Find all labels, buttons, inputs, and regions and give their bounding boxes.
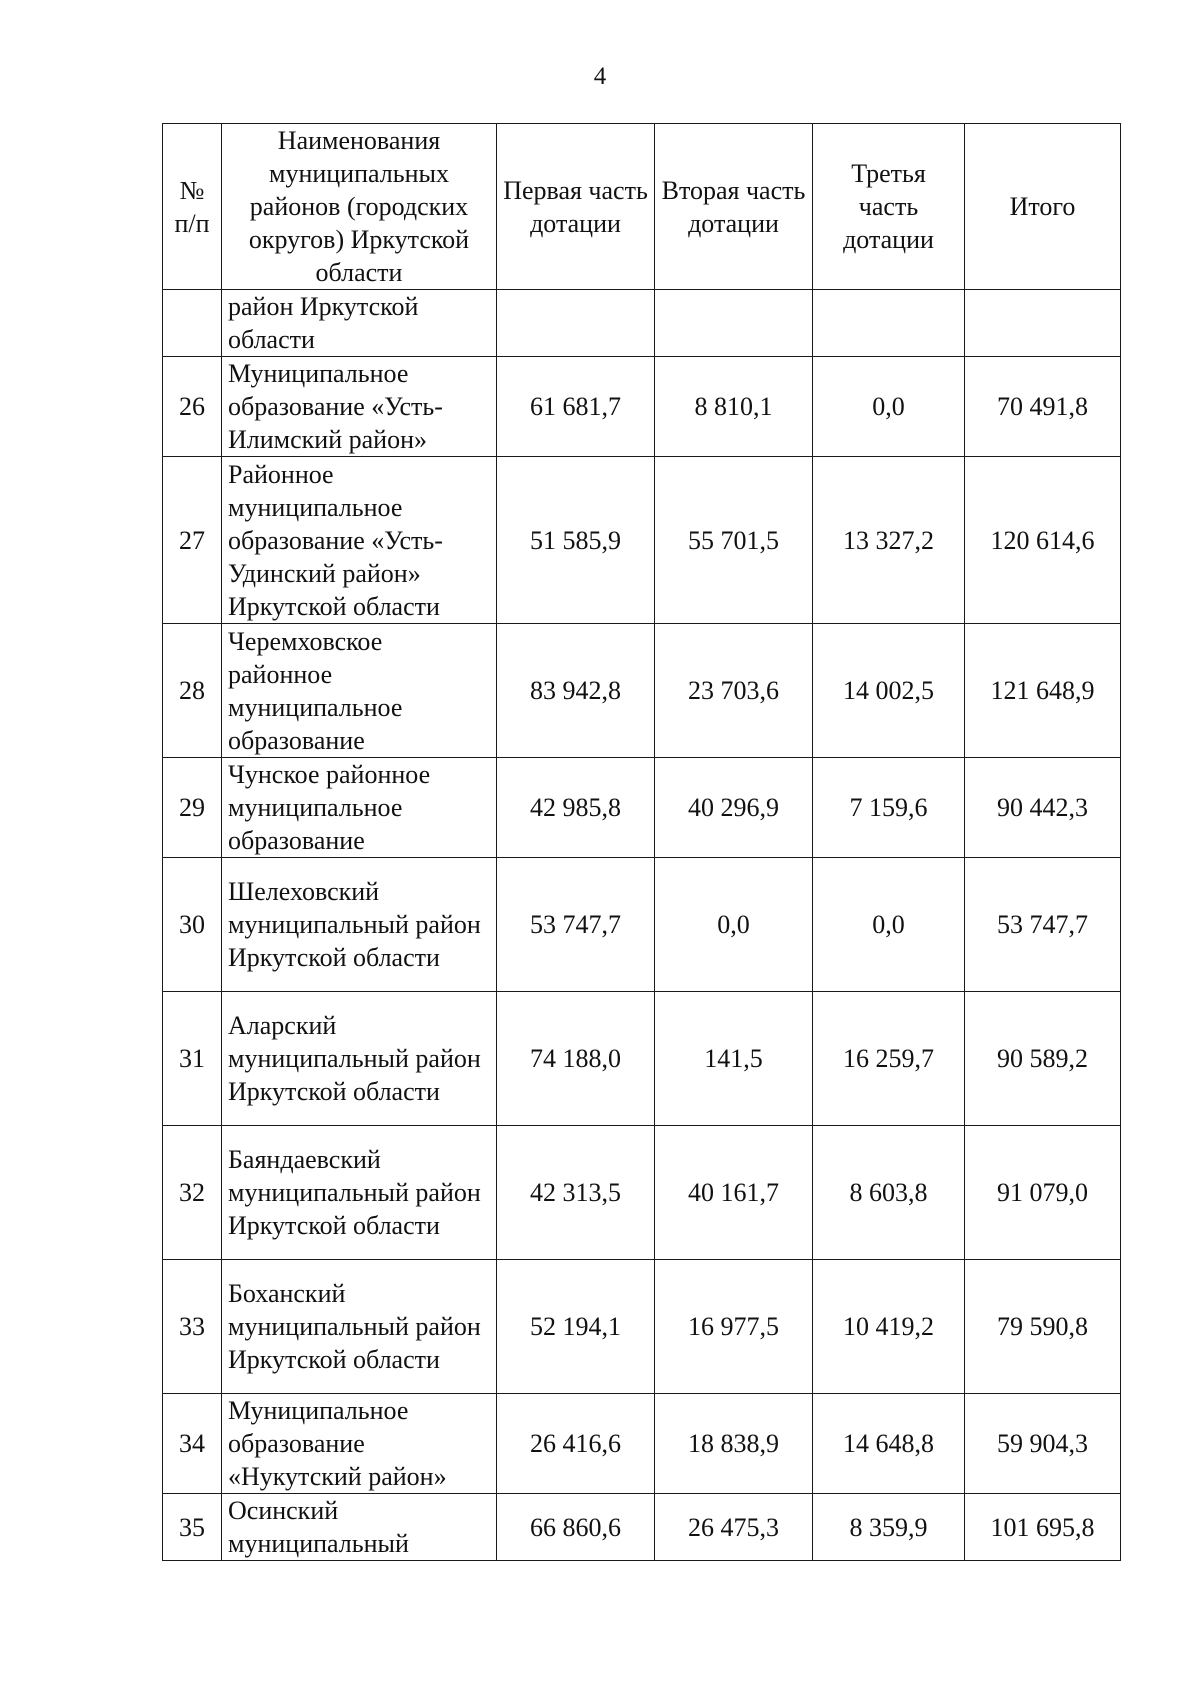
cell-name: Муниципальное образование «Усть-Илимский район» — [222, 357, 497, 457]
header-part1: Первая часть дотации — [497, 124, 655, 290]
cell-number: 33 — [163, 1260, 222, 1394]
cell-name: Аларский муниципальный район Иркутской области — [222, 992, 497, 1126]
cell-part1 — [497, 290, 655, 357]
cell-part2: 55 701,5 — [655, 457, 813, 624]
cell-part2: 0,0 — [655, 858, 813, 992]
cell-part3: 16 259,7 — [813, 992, 965, 1126]
table-row — [163, 758, 1121, 858]
cell-part3: 8 603,8 — [813, 1126, 965, 1260]
cell-name: Баяндаевский муниципальный район Иркутской области — [222, 1126, 497, 1260]
cell-part1: 53 747,7 — [497, 858, 655, 992]
cell-part3: 8 359,9 — [813, 1494, 965, 1561]
header-number: № п/п — [163, 124, 222, 290]
cell-part2: 141,5 — [655, 992, 813, 1126]
table-row — [163, 992, 1121, 1126]
cell-part3: 7 159,6 — [813, 758, 965, 858]
cell-part2: 40 161,7 — [655, 1126, 813, 1260]
cell-total: 70 491,8 — [965, 357, 1121, 457]
cell-name: Муниципальное образование «Нукутский район» — [222, 1394, 497, 1494]
cell-number: 30 — [163, 858, 222, 992]
page-number: 4 — [593, 63, 607, 90]
cell-number: 27 — [163, 457, 222, 624]
cell-number: 32 — [163, 1126, 222, 1260]
cell-part2: 40 296,9 — [655, 758, 813, 858]
cell-part3: 14 002,5 — [813, 624, 965, 758]
cell-part3 — [813, 290, 965, 357]
cell-part2 — [655, 290, 813, 357]
cell-part3: 10 419,2 — [813, 1260, 965, 1394]
cell-total: 53 747,7 — [965, 858, 1121, 992]
cell-part1: 83 942,8 — [497, 624, 655, 758]
cell-part1: 61 681,7 — [497, 357, 655, 457]
table-row — [163, 357, 1121, 457]
header-total: Итого — [965, 124, 1121, 290]
table-row — [163, 457, 1121, 624]
cell-number — [163, 290, 222, 357]
cell-total: 91 079,0 — [965, 1126, 1121, 1260]
cell-total: 120 614,6 — [965, 457, 1121, 624]
table-row — [163, 858, 1121, 992]
table-row — [163, 1126, 1121, 1260]
cell-part2: 23 703,6 — [655, 624, 813, 758]
cell-part1: 52 194,1 — [497, 1260, 655, 1394]
cell-part1: 66 860,6 — [497, 1494, 655, 1561]
cell-part1: 26 416,6 — [497, 1394, 655, 1494]
cell-part2: 26 475,3 — [655, 1494, 813, 1561]
cell-part3: 13 327,2 — [813, 457, 965, 624]
cell-part2: 18 838,9 — [655, 1394, 813, 1494]
table-header-row — [163, 124, 1121, 290]
table-row-continuation — [163, 290, 1121, 357]
cell-number: 34 — [163, 1394, 222, 1494]
cell-part2: 16 977,5 — [655, 1260, 813, 1394]
cell-name: Боханский муниципальный район Иркутской области — [222, 1260, 497, 1394]
cell-name: Осинский муниципальный — [222, 1494, 497, 1561]
cell-name: Черемховское районное муниципальное образование — [222, 624, 497, 758]
cell-part1: 42 313,5 — [497, 1126, 655, 1260]
header-part2: Вторая часть дотации — [655, 124, 813, 290]
cell-number: 26 — [163, 357, 222, 457]
cell-number: 31 — [163, 992, 222, 1126]
cell-total: 59 904,3 — [965, 1394, 1121, 1494]
subsidy-table — [162, 123, 1121, 1561]
cell-part1: 51 585,9 — [497, 457, 655, 624]
cell-name: Районное муниципальное образование «Усть-Удинский район» Иркутской области — [222, 457, 497, 624]
table-row — [163, 1260, 1121, 1394]
cell-part3: 14 648,8 — [813, 1394, 965, 1494]
cell-name: Шелеховский муниципальный район Иркутской области — [222, 858, 497, 992]
cell-part3: 0,0 — [813, 357, 965, 457]
cell-total — [965, 290, 1121, 357]
cell-total: 101 695,8 — [965, 1494, 1121, 1561]
cell-total: 121 648,9 — [965, 624, 1121, 758]
table-row — [163, 624, 1121, 758]
cell-total: 79 590,8 — [965, 1260, 1121, 1394]
cell-part3: 0,0 — [813, 858, 965, 992]
cell-name: район Иркутской области — [222, 290, 497, 357]
cell-number: 35 — [163, 1494, 222, 1561]
cell-part1: 74 188,0 — [497, 992, 655, 1126]
cell-number: 29 — [163, 758, 222, 858]
header-name: Наименования муниципальных районов (городских округов) Иркутской области — [222, 124, 497, 290]
cell-part1: 42 985,8 — [497, 758, 655, 858]
cell-total: 90 442,3 — [965, 758, 1121, 858]
cell-total: 90 589,2 — [965, 992, 1121, 1126]
cell-number: 28 — [163, 624, 222, 758]
header-part3: Третья часть дотации — [813, 124, 965, 290]
table-row — [163, 1494, 1121, 1561]
table-row — [163, 1394, 1121, 1494]
cell-part2: 8 810,1 — [655, 357, 813, 457]
cell-name: Чунское районное муниципальное образование — [222, 758, 497, 858]
